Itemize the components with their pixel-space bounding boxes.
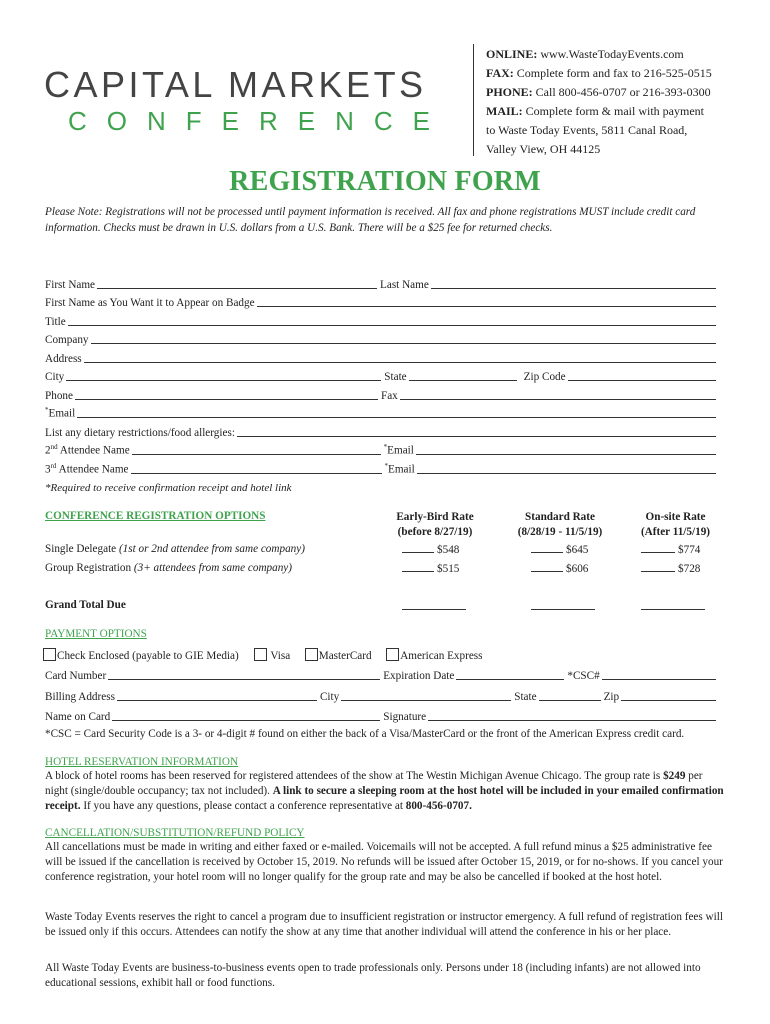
billing-row <box>45 687 719 703</box>
phone-field[interactable] <box>75 388 378 400</box>
payment-heading: PAYMENT OPTIONS <box>45 628 147 640</box>
single-standard-price[interactable]: $645 <box>531 543 588 556</box>
visa-label: Visa <box>270 650 291 662</box>
header-divider <box>473 44 474 156</box>
online-value: www.WasteTodayEvents.com <box>537 47 684 61</box>
dietary-label: List any dietary restrictions/food allergies: <box>45 427 235 439</box>
grand-total-early-field[interactable] <box>402 598 466 610</box>
hotel-heading: HOTEL RESERVATION INFORMATION <box>45 756 239 768</box>
required-note: *Required to receive confirmation receipt and hotel link <box>45 482 292 494</box>
name-row <box>45 275 719 291</box>
company-field[interactable] <box>91 332 716 344</box>
billing-zip-field[interactable] <box>621 689 716 701</box>
fax-label: FAX: <box>486 66 514 80</box>
company-row <box>45 330 719 346</box>
billing-city-field[interactable] <box>341 689 511 701</box>
attendee2-email-field[interactable] <box>416 443 716 455</box>
mail-label: MAIL: <box>486 104 523 118</box>
state-label: State <box>384 371 407 383</box>
group-onsite-price[interactable]: $728 <box>641 562 700 575</box>
phone-row <box>45 386 719 402</box>
single-onsite-price[interactable]: $774 <box>641 543 700 556</box>
dietary-row <box>45 423 719 439</box>
attendee2-email-label: *Email <box>383 443 414 457</box>
expiration-label: Expiration Date <box>383 670 455 682</box>
logo-capital-markets: CAPITAL MARKETS <box>44 64 427 105</box>
last-name-field[interactable] <box>431 277 716 289</box>
mail-value: Complete form & mail with payment <box>522 104 704 118</box>
billing-zip-label: Zip <box>603 691 620 703</box>
group-registration-label: Group Registration (3+ attendees from same company) <box>45 562 293 574</box>
amex-label: American Express <box>400 650 483 662</box>
visa-checkbox[interactable] <box>254 648 267 661</box>
name-on-card-label: Name on Card <box>45 711 111 723</box>
grand-total-standard-field[interactable] <box>531 598 595 610</box>
grand-total-label: Grand Total Due <box>45 599 126 611</box>
single-early-price[interactable]: $548 <box>402 543 459 556</box>
cancellation-paragraph-1: All cancellations must be made in writing and either faxed or e-mailed. Voicemails will not be accepted. A full refund minus a $25 administrative fee will be issued if the cancellation is received by October 15, 2019. No refunds will be issued after October 15, 2019, or for no-shows. If you cancel your conference registration, your hotel room will no longer qualify for the group rate and may be also be cancelled if booked at the host hotel. <box>45 841 723 883</box>
zip-label: Zip Code <box>523 371 566 383</box>
grand-total-onsite-field[interactable] <box>641 598 705 610</box>
attendee2-row <box>45 441 719 457</box>
standard-rate-header: Standard Rate (8/28/19 - 11/5/19) <box>517 511 603 538</box>
attendee3-email-field[interactable] <box>417 462 716 474</box>
last-name-label: Last Name <box>380 279 429 291</box>
mail-line3: Valley View, OH 44125 <box>486 142 601 156</box>
billing-state-label: State <box>514 691 537 703</box>
name-on-card-row <box>45 707 719 723</box>
first-name-label: First Name <box>45 279 96 291</box>
csc-label: *CSC# <box>567 670 600 682</box>
city-label: City <box>45 371 65 383</box>
badge-row <box>45 293 719 309</box>
billing-city-label: City <box>319 691 340 703</box>
payment-method-row <box>43 648 483 662</box>
first-name-field[interactable] <box>97 277 377 289</box>
address-label: Address <box>45 353 82 365</box>
attendee3-email-label: *Email <box>384 462 415 476</box>
options-heading: CONFERENCE REGISTRATION OPTIONS <box>45 510 266 522</box>
phone-label: Phone <box>45 390 73 402</box>
billing-address-label: Billing Address <box>45 691 115 703</box>
signature-field[interactable] <box>428 709 716 721</box>
check-label: Check Enclosed (payable to GIE Media) <box>57 650 239 662</box>
csc-note: *CSC = Card Security Code is a 3- or 4-digit # found on either the back of a Visa/MasterCard or the front of the American Express credit card. <box>45 728 685 740</box>
mail-line2: to Waste Today Events, 5811 Canal Road, <box>486 123 688 137</box>
attendee3-name-field[interactable] <box>131 462 382 474</box>
email-label: *Email <box>45 406 76 420</box>
city-row <box>45 367 719 383</box>
badge-name-field[interactable] <box>257 295 716 307</box>
title-row <box>45 312 719 328</box>
title-field[interactable] <box>68 314 716 326</box>
hotel-text: A block of hotel rooms has been reserved for registered attendees of the show at The Westin Michigan Avenue Chicago. The group rate is $249 per night (single/double occupancy; tax not included). A link to secure a sleeping room at the host hotel will be included in your emailed confirmation receipt. If you have any questions, please contact a conference representative at 800-456-0707. <box>45 770 724 812</box>
email-row <box>45 404 719 420</box>
cancellation-paragraph-2: Waste Today Events reserves the right to cancel a program due to insufficient registration or instructor emergency. A full refund of registration fees will be issued only if this occurs. Attendees can notify the show at any time that another individual will attend the conference in his or her place. <box>45 911 723 938</box>
online-label: ONLINE: <box>486 47 538 61</box>
fax-label: Fax <box>380 390 398 402</box>
amex-checkbox[interactable] <box>386 648 399 661</box>
card-number-row <box>45 666 719 682</box>
mastercard-checkbox[interactable] <box>305 648 318 661</box>
attendee3-label: 3rd Attendee Name <box>45 462 129 476</box>
fax-value: Complete form and fax to 216-525-0515 <box>513 66 712 80</box>
attendee2-name-field[interactable] <box>132 443 381 455</box>
billing-address-field[interactable] <box>117 689 317 701</box>
check-checkbox[interactable] <box>43 648 56 661</box>
page-title: REGISTRATION FORM <box>229 166 541 197</box>
card-number-field[interactable] <box>108 668 380 680</box>
single-delegate-label: Single Delegate (1st or 2nd attendee from same company) <box>45 543 305 555</box>
city-field[interactable] <box>66 369 381 381</box>
dietary-field[interactable] <box>237 425 716 437</box>
mastercard-label: MasterCard <box>318 650 372 662</box>
group-standard-price[interactable]: $606 <box>531 562 588 575</box>
billing-state-field[interactable] <box>539 689 601 701</box>
address-row <box>45 349 719 365</box>
signature-label: Signature <box>383 711 427 723</box>
onsite-rate-header: On-site Rate (After 11/5/19) <box>640 511 711 538</box>
early-bird-header: Early-Bird Rate (before 8/27/19) <box>396 511 474 538</box>
phone-value: Call 800-456-0707 or 216-393-0300 <box>532 85 711 99</box>
expiration-field[interactable] <box>456 668 564 680</box>
zip-field[interactable] <box>568 369 716 381</box>
name-on-card-field[interactable] <box>112 709 380 721</box>
cancellation-heading: CANCELLATION/SUBSTITUTION/REFUND POLICY <box>45 827 305 839</box>
attendee2-label: 2nd Attendee Name <box>45 443 130 457</box>
phone-label: PHONE: <box>486 85 533 99</box>
address-field[interactable] <box>84 351 716 363</box>
title-label: Title <box>45 316 66 328</box>
group-early-price[interactable]: $515 <box>402 562 459 575</box>
fax-field[interactable] <box>400 388 716 400</box>
company-label: Company <box>45 334 89 346</box>
email-field[interactable] <box>77 406 716 418</box>
csc-field[interactable] <box>602 668 716 680</box>
registration-note: Please Note: Registrations will not be processed until payment information is received. All fax and phone registrations MUST include credit card information. Checks must be drawn in U.S. dollars from a U.S. Bank. There will be a $25 fee for returned checks. <box>45 206 696 234</box>
attendee3-row <box>45 460 719 476</box>
card-number-label: Card Number <box>45 670 107 682</box>
logo-conference: CONFERENCE <box>68 106 451 136</box>
contact-block <box>486 45 756 159</box>
state-field[interactable] <box>409 369 517 381</box>
cancellation-paragraph-3: All Waste Today Events are business-to-business events open to trade professionals only. Persons under 18 (including infants) are not allowed into educational sessions, exhibit hall or food functions. <box>45 962 701 989</box>
badge-name-label: First Name as You Want it to Appear on Badge <box>45 297 255 309</box>
